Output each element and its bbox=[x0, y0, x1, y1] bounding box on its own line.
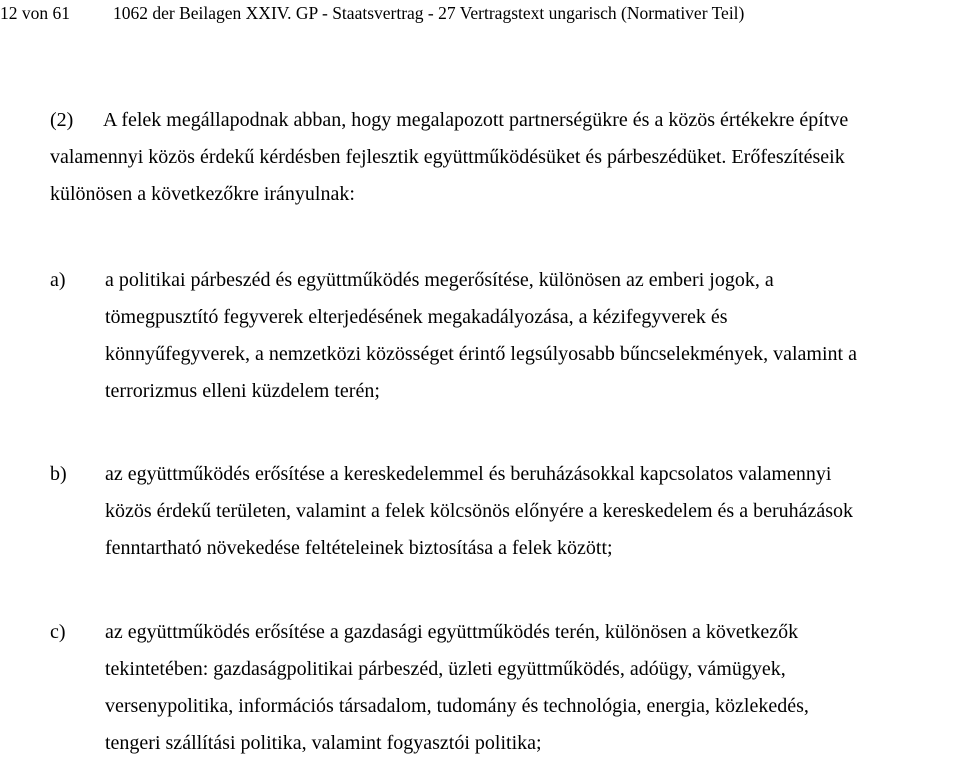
list-item-line: tömegpusztító fegyverek elterjedésének megakadályozása, a kézifegyverek és bbox=[105, 306, 728, 328]
paragraph-line: valamennyi közös érdekű kérdésben fejlesztik együttműködésüket és párbeszédüket. Erőfeszítéseik bbox=[50, 146, 845, 168]
paragraph-line-text: A felek megállapodnak abban, hogy megalapozott partnerségükre és a közös értékekre építve bbox=[103, 109, 849, 131]
list-item-line: a politikai párbeszéd és együttműködés megerősítése, különösen az emberi jogok, a bbox=[105, 269, 774, 291]
list-item-line: tengeri szállítási politika, valamint fogyasztói politika; bbox=[105, 732, 542, 754]
list-item-line: fenntartható növekedése feltételeinek biztosítása a felek között; bbox=[105, 537, 613, 559]
list-item-line: az együttműködés erősítése a gazdasági együttműködés terén, különösen a következők bbox=[105, 621, 799, 643]
list-item-line: közös érdekű területen, valamint a felek kölcsönös előnyére a kereskedelem és a beruházások bbox=[105, 500, 854, 522]
list-item-line: az együttműködés erősítése a kereskedelemmel és beruházásokkal kapcsolatos valamennyi bbox=[105, 463, 832, 485]
list-item-line: tekintetében: gazdaságpolitikai párbeszéd, üzleti együttműködés, adóügy, vámügyek, bbox=[105, 658, 786, 680]
list-marker: a) bbox=[50, 269, 66, 291]
paragraph-line bbox=[50, 102, 960, 139]
document-title: 1062 der Beilagen XXIV. GP - Staatsvertrag - 27 Vertragstext ungarisch (Normativer Teil) bbox=[113, 3, 745, 23]
page-header bbox=[0, 2, 744, 24]
list-item-line: terrorizmus elleni küzdelem terén; bbox=[105, 380, 380, 402]
list-item-text bbox=[105, 262, 960, 410]
list-item-text bbox=[105, 614, 960, 762]
paragraph-line: különösen a következőkre irányulnak: bbox=[50, 183, 355, 205]
paragraph-2 bbox=[50, 102, 960, 213]
list-item-line: versenypolitika, információs társadalom, tudomány és technológia, energia, közlekedés, bbox=[105, 695, 809, 717]
list-item-line: könnyűfegyverek, a nemzetközi közösséget érintő legsúlyosabb bűncselekmények, valamint a bbox=[105, 343, 857, 365]
page-number: 12 von 61 bbox=[0, 3, 70, 23]
list-item-text bbox=[105, 456, 960, 567]
list-marker: c) bbox=[50, 621, 66, 643]
list-marker: b) bbox=[50, 463, 67, 485]
paragraph-number: (2) bbox=[50, 109, 74, 131]
